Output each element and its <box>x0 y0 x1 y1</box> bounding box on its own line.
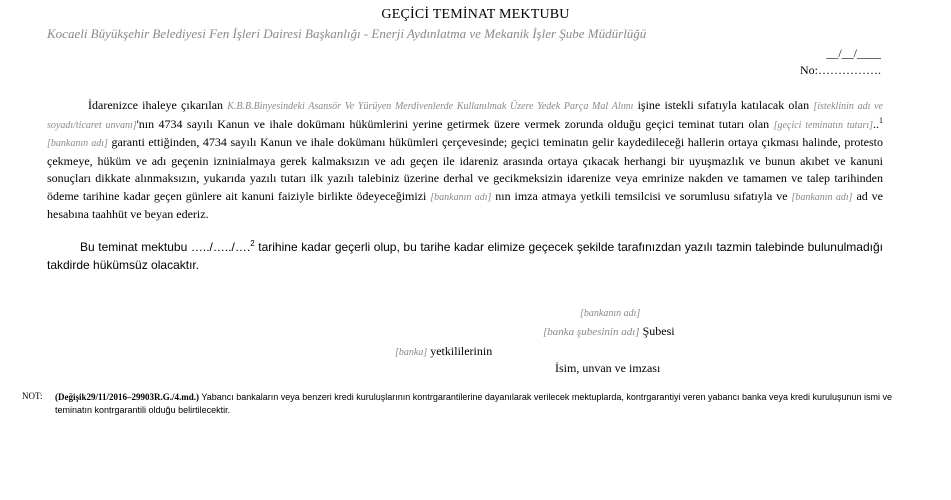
footnote-ref-2: 2 <box>250 239 255 248</box>
paragraph-text: .. <box>873 116 880 131</box>
paragraph-text: nın imza atmaya yetkili temsilcisi ve sorumlusu sıfatıyla ve <box>491 188 792 203</box>
paragraph-text: garanti ettiğinden, 4734 sayılı Kanun ve ihale dokümanı hükümleri çerçevesinde; geçici teminatın gelir kaydedileceği hallerin ortaya çıkması halinde, protesto çekmeye, hüküm ve adı geçenin izninialmaya gerek kalmaksızın ve adı geçen ile idareniz arasında ortaya çıkacak herhangi bir uyuşmazlık ve bunun akıbet ve kanuni sonuçları dikkate alınmaksızın, yukarıda yazılı tutarı ilk yazılı talebiniz üzerine derhal ve gecikmeksizin idarenize veya emrinize nakden ve tamamen ve talep tarihinden ödeme tarihine kadar geçen günlere ait kanuni faiziyle birlikte ödeyeceğimizi <box>47 135 883 203</box>
note-text <box>55 391 905 417</box>
bidder-name-placeholder: [isteklinin adı ve soyadı/ticaret unvanı] <box>47 101 883 131</box>
branch-suffix: Şubesi <box>639 324 675 338</box>
paragraph-text: 'nın 4734 sayılı Kanun ve ihale dokümanı hükümlerini yerine getirmek üzere vermek zorunda olduğu geçici teminat tutarı olan <box>136 116 774 131</box>
signature-authorized <box>395 344 492 359</box>
guarantee-paragraph <box>47 97 883 224</box>
paragraph-text: ad ve hesabına taahhüt ve beyan ederiz. <box>47 188 883 221</box>
document-title: GEÇİCİ TEMİNAT MEKTUBU <box>381 7 570 22</box>
bank-name-placeholder: [bankanın adı] <box>47 138 108 149</box>
document-number-line: No:……………. <box>800 63 881 77</box>
footnote-ref-1: 1 <box>879 115 884 125</box>
bank-name-placeholder: [bankanın adı] <box>791 191 853 203</box>
paragraph-text: İdarenizce ihaleye çıkarılan <box>88 98 228 112</box>
signature-bank-name <box>580 308 640 319</box>
paragraph-text: tarihine kadar geçerli olup, bu tarihe kadar elimize geçecek şekilde tarafınızdan yazılı tazmin talebinde bulunulmadığı takdirde hükümsüz olacaktır. <box>47 240 883 272</box>
authorized-label: yetkililerinin <box>427 344 493 358</box>
institution-subtitle: Kocaeli Büyükşehir Belediyesi Fen İşleri Dairesi Başkanlığı - Enerji Aydınlatma ve Mekanik İşler Şube Müdürlüğü <box>47 26 647 41</box>
validity-paragraph <box>47 239 883 274</box>
bank-placeholder: [banka] <box>395 347 428 358</box>
paragraph-text: işine istekli sıfatıyla katılacak olan <box>633 98 814 112</box>
signature-name-line: İsim, unvan ve imzası <box>555 361 661 375</box>
bank-name-placeholder: [bankanın adı] <box>430 191 492 203</box>
tender-name-placeholder: K.B.B.Binyesindeki Asansör Ve Yürüyen Merdivenlerde Kullanılmak Üzere Yedek Parça Mal Alımı <box>227 101 634 112</box>
bank-name-placeholder: [bankanın adı] <box>580 308 641 319</box>
date-line: __/__/____ <box>826 46 881 60</box>
branch-name-placeholder: [banka şubesinin adı] <box>543 326 640 338</box>
note-body: Yabancı bankaların veya benzeri kredi kuruluşlarının kontrgarantilerine dayanılarak verilecek mektuplarda, kontrgarantiyi veren yabancı banka veya kredi kuruluşunun ismi ve teminatın kontrgarantili olduğu belirtilecektir. <box>55 392 893 415</box>
signature-branch <box>543 324 675 339</box>
guarantee-amount-placeholder: [geçici teminatın tutarı] <box>773 119 874 131</box>
note-reference: (Değişik29/11/2016–29903R.G./4.md.) <box>55 392 200 402</box>
paragraph-text: Bu teminat mektubu …../…../…. <box>80 240 251 254</box>
note-label: NOT: <box>22 391 43 401</box>
